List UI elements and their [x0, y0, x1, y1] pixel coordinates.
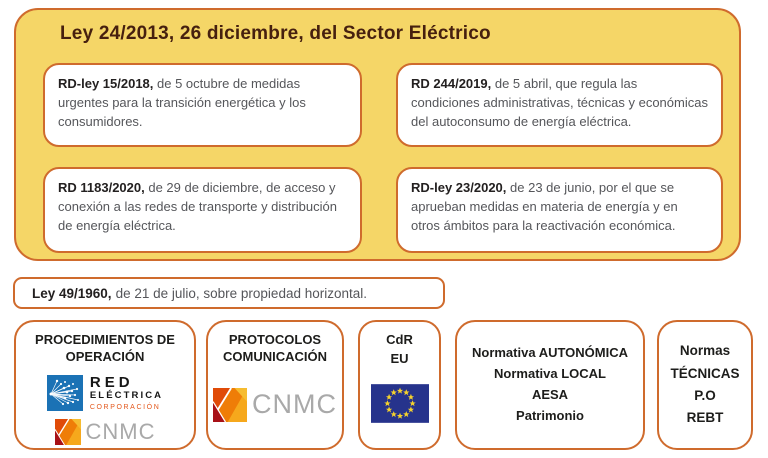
red-electrica-wordmark	[90, 375, 163, 412]
normas-line: Normas	[679, 343, 731, 359]
cnmc-flame-icon	[213, 388, 247, 422]
cnmc-wordmark: CNMC	[252, 389, 337, 420]
law-text: de 23 de junio, por el que se aprueban medidas en materia de energía y en otros ámbitos para la reactivación económica.	[411, 180, 678, 233]
law-box-rd-244-2019	[396, 63, 723, 147]
panel-title: Ley 24/2013, 26 diciembre, del Sector Eléctrico	[60, 23, 491, 44]
normas-line: REBT	[686, 410, 724, 426]
procedimientos-operacion-box	[14, 320, 196, 450]
normativa-line: AESA	[531, 387, 569, 402]
normativa-line: Patrimonio	[516, 407, 584, 423]
ree-sub: ELÉCTRICA	[89, 389, 164, 401]
law-lead: RD 1183/2020,	[58, 180, 145, 195]
eu-flag-icon	[371, 384, 429, 423]
cnmc-logo	[208, 388, 342, 422]
normas-line: P.O	[694, 388, 716, 403]
law-box-rd-ley-15-2018	[43, 63, 362, 147]
ree-name: RED	[89, 373, 134, 391]
procedimientos-title: PROCEDIMIENTOS DE OPERACIÓN	[35, 332, 175, 364]
law-lead: RD 244/2019,	[411, 76, 492, 91]
ley-49-1960-box	[13, 277, 445, 309]
normativa-line: Normativa AUTONÓMICA	[471, 345, 629, 361]
normativa-line: Normativa LOCAL	[494, 366, 606, 382]
cdr-line: CdR	[386, 332, 413, 347]
cnmc-flame-icon	[55, 419, 81, 445]
law-text: de 5 octubre de medidas urgentes para la transición energética y los consumidores.	[58, 76, 306, 129]
protocolos-comunicacion-box	[206, 320, 344, 450]
sector-electrico-panel	[14, 8, 741, 261]
normativa-box	[455, 320, 645, 450]
cnmc-logo	[16, 419, 194, 445]
law-box-rd-ley-23-2020	[396, 167, 723, 253]
law-text: de 29 de diciembre, de acceso y conexión a las redes de transporte y distribución de energía eléctrica.	[58, 180, 337, 233]
normas-line: TÉCNICAS	[670, 365, 740, 381]
red-electrica-network-icon	[47, 375, 83, 411]
law-lead: Ley 49/1960,	[32, 285, 112, 301]
cdr-eu-box	[358, 320, 441, 450]
law-text: de 21 de julio, sobre propiedad horizontal.	[115, 285, 368, 301]
law-box-rd-1183-2020	[43, 167, 362, 253]
law-lead: RD-ley 23/2020,	[411, 180, 507, 195]
law-text: de 5 abril, que regula las condiciones administrativas, técnicas y económicas del autoconsumo de energía eléctrica.	[411, 76, 708, 129]
cnmc-wordmark: CNMC	[85, 418, 156, 444]
red-electrica-logo	[16, 375, 194, 412]
law-lead: RD-ley 15/2018,	[58, 76, 154, 91]
protocolos-title: PROTOCOLOS COMUNICACIÓN	[223, 332, 327, 364]
normas-tecnicas-box	[657, 320, 753, 450]
eu-line: EU	[390, 350, 409, 366]
ree-tag: CORPORACIÓN	[89, 403, 161, 411]
